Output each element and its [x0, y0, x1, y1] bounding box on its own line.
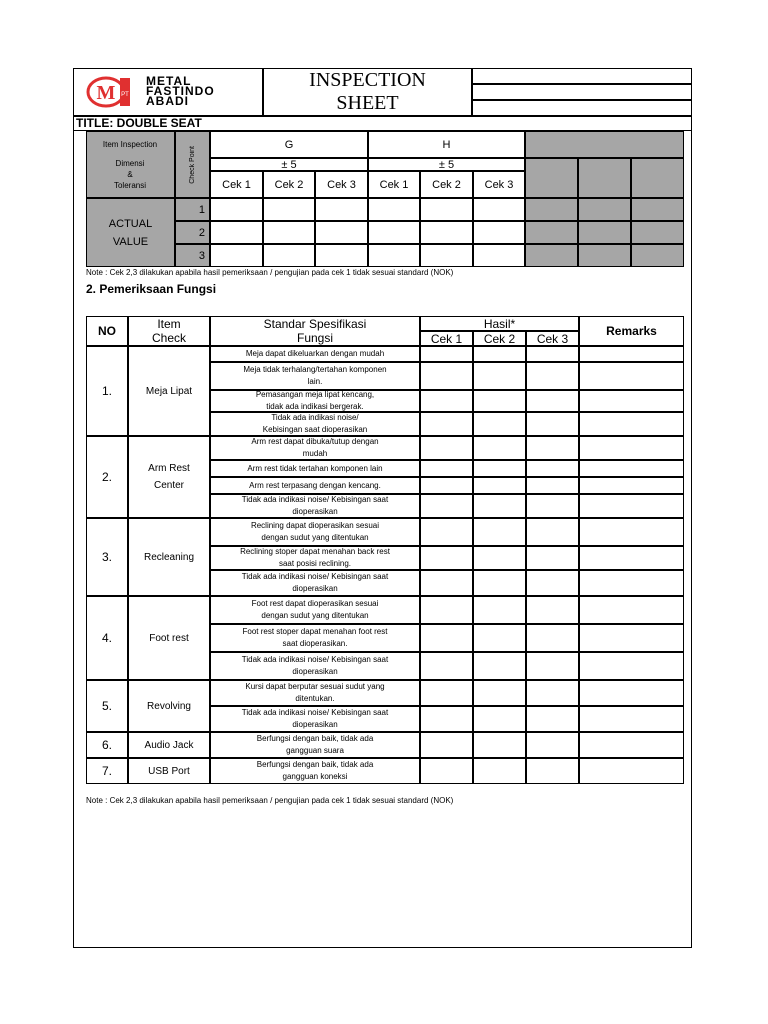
cek-1-cell[interactable]: [420, 494, 473, 518]
remarks-cell[interactable]: [579, 624, 684, 652]
cek-1-cell[interactable]: [420, 596, 473, 624]
cek-2-cell[interactable]: [473, 477, 526, 494]
cek-3-cell[interactable]: [526, 652, 579, 680]
remarks-cell[interactable]: [579, 596, 684, 624]
spec-text: Meja tidak terhalang/tertahan komponen: [243, 365, 387, 374]
spec-cell: [210, 460, 420, 477]
item-check-text: USB Port: [148, 765, 190, 777]
actual-value-cell[interactable]: [473, 244, 525, 267]
row-number: 2.: [86, 436, 128, 518]
cek-label: Cek 3: [315, 171, 368, 198]
cek-1-cell[interactable]: [420, 412, 473, 436]
spec-cell: [210, 362, 420, 390]
remarks-cell[interactable]: [579, 732, 684, 758]
amp-text: &: [127, 170, 133, 179]
cek-3-cell[interactable]: [526, 518, 579, 546]
title-box: [263, 68, 472, 116]
spec-text: Arm rest dapat dibuka/tutup dengan: [251, 437, 379, 446]
actual-row-number: 3: [175, 244, 210, 267]
cek-3-cell[interactable]: [526, 758, 579, 784]
row-number: 3.: [86, 518, 128, 596]
col-standard-line-1: Standar Spesifikasi: [263, 317, 367, 331]
row-number: 6.: [86, 732, 128, 758]
cek-2-cell[interactable]: [473, 518, 526, 546]
spec-text: Tidak ada indikasi noise/: [271, 413, 359, 422]
spec-text: Tidak ada indikasi noise/ Kebisingan saat: [241, 495, 389, 504]
actual-value-cell[interactable]: [210, 221, 263, 244]
col-item-line-2: Check: [151, 331, 186, 345]
title-line-2: SHEET: [336, 92, 399, 114]
actual-value-disabled-cell: [631, 244, 684, 267]
spec-text: Berfungsi dengan baik, tidak ada: [256, 760, 374, 769]
actual-value-cell[interactable]: [420, 198, 473, 221]
spec-cell: [210, 706, 420, 732]
col-cek-header: Cek 1: [420, 331, 473, 346]
actual-value-disabled-cell: [631, 198, 684, 221]
cek-3-cell[interactable]: [526, 494, 579, 518]
remarks-cell[interactable]: [579, 390, 684, 412]
cek-2-cell[interactable]: [473, 680, 526, 706]
cek-2-cell[interactable]: [473, 624, 526, 652]
cek-3-cell[interactable]: [526, 546, 579, 570]
spec-cell: [210, 758, 420, 784]
spec-text: Meja dapat dikeluarkan dengan mudah: [245, 349, 385, 358]
item-check-text: Revolving: [147, 700, 191, 712]
spec-text: Tidak ada indikasi noise/ Kebisingan saat: [241, 708, 389, 717]
actual-value-disabled-cell: [578, 198, 631, 221]
cek-2-cell[interactable]: [473, 706, 526, 732]
remarks-cell[interactable]: [579, 477, 684, 494]
check-point-header: [175, 131, 210, 198]
cek-2-cell[interactable]: [473, 652, 526, 680]
cek-3-cell[interactable]: [526, 412, 579, 436]
item-check-cell: [128, 518, 210, 596]
cek-2-cell[interactable]: [473, 412, 526, 436]
cek-1-cell[interactable]: [420, 518, 473, 546]
tolerance-h: ± 5: [368, 158, 525, 171]
cek-label: Cek 1: [368, 171, 420, 198]
spec-text: gangguan koneksi: [282, 772, 348, 781]
spec-text: Tidak ada indikasi noise/ Kebisingan saat: [241, 572, 389, 581]
actual-value-disabled-cell: [578, 244, 631, 267]
remarks-cell[interactable]: [579, 706, 684, 732]
cek-3-cell[interactable]: [526, 706, 579, 732]
item-check-cell: [128, 758, 210, 784]
spec-cell: [210, 652, 420, 680]
item-inspection-label: Item Inspection: [102, 139, 158, 149]
actual-text: ACTUAL: [108, 217, 153, 230]
actual-value-cell[interactable]: [420, 244, 473, 267]
cek-2-cell[interactable]: [473, 390, 526, 412]
dimensi-text: Dimensi: [115, 159, 145, 168]
title-line-1: INSPECTION: [309, 69, 426, 91]
actual-value-cell[interactable]: [210, 198, 263, 221]
extra-tol-3: [631, 158, 684, 198]
remarks-cell[interactable]: [579, 436, 684, 460]
cek-1-cell[interactable]: [420, 652, 473, 680]
spec-text: Pemasangan meja lipat kencang,: [255, 390, 375, 399]
spec-cell: [210, 412, 420, 436]
spec-cell: [210, 477, 420, 494]
cek-1-cell[interactable]: [420, 758, 473, 784]
remarks-cell[interactable]: [579, 362, 684, 390]
spec-text: saat dioperasikan.: [282, 639, 348, 648]
col-standard-header: [210, 316, 420, 346]
spec-text: dioperasikan: [292, 507, 338, 516]
point-h: H: [368, 131, 525, 158]
cek-3-cell[interactable]: [526, 732, 579, 758]
spec-text: Foot rest stoper dapat menahan foot rest: [242, 627, 388, 636]
actual-value-cell[interactable]: [368, 221, 420, 244]
cek-2-cell[interactable]: [473, 596, 526, 624]
item-check-cell: [128, 732, 210, 758]
col-item-line-1: Item: [157, 317, 181, 331]
actual-value-cell[interactable]: [368, 198, 420, 221]
cek-2-cell[interactable]: [473, 758, 526, 784]
company-line-2: FASTINDO: [146, 84, 215, 98]
spec-cell: [210, 518, 420, 546]
spec-cell: [210, 546, 420, 570]
spec-text: ditentukan.: [295, 694, 335, 703]
row-number: 1.: [86, 346, 128, 436]
remarks-cell[interactable]: [579, 680, 684, 706]
cek-1-cell[interactable]: [420, 436, 473, 460]
cek-3-cell[interactable]: [526, 346, 579, 362]
actual-value-cell[interactable]: [368, 244, 420, 267]
row-number: 4.: [86, 596, 128, 680]
cek-1-cell[interactable]: [420, 362, 473, 390]
spec-text: Reclining dapat dioperasikan sesuai: [250, 521, 380, 530]
cek-1-cell[interactable]: [420, 546, 473, 570]
spec-text: Arm rest terpasang dengan kencang.: [249, 480, 381, 490]
remarks-cell[interactable]: [579, 460, 684, 477]
actual-value-cell[interactable]: [315, 221, 368, 244]
spec-cell: [210, 346, 420, 362]
col-no-header: NO: [86, 316, 128, 346]
cek-1-cell[interactable]: [420, 346, 473, 362]
actual-value-cell[interactable]: [210, 244, 263, 267]
cek-1-cell[interactable]: [420, 680, 473, 706]
tolerance-g: ± 5: [210, 158, 368, 171]
spec-cell: [210, 390, 420, 412]
item-check-text: Audio Jack: [144, 739, 194, 751]
company-line-3: ABADI: [146, 94, 189, 108]
remarks-cell[interactable]: [579, 412, 684, 436]
col-cek-header: Cek 2: [473, 331, 526, 346]
spec-text: saat posisi reclining.: [278, 559, 352, 568]
cek-2-cell[interactable]: [473, 362, 526, 390]
spec-cell: [210, 732, 420, 758]
spec-cell: [210, 494, 420, 518]
cek-1-cell[interactable]: [420, 624, 473, 652]
col-standard-line-2: Fungsi: [296, 331, 334, 345]
cek-label: Cek 3: [473, 171, 525, 198]
cek-3-cell[interactable]: [526, 362, 579, 390]
company-line-1: METAL: [146, 74, 192, 88]
check-point-label: Check Point: [189, 145, 196, 184]
item-check-text: Arm Rest: [148, 463, 190, 474]
cek-2-cell[interactable]: [473, 460, 526, 477]
remarks-cell[interactable]: [579, 758, 684, 784]
cek-1-cell[interactable]: [420, 732, 473, 758]
row-number: 7.: [86, 758, 128, 784]
cek-3-cell[interactable]: [526, 680, 579, 706]
spec-text: Kursi dapat berputar sesuai sudut yang: [245, 682, 385, 691]
spec-text: Reclining stoper dapat menahan back rest: [240, 547, 390, 556]
cek-3-cell[interactable]: [526, 436, 579, 460]
item-check-cell: [128, 436, 210, 518]
spec-text: dioperasikan: [292, 584, 338, 593]
row-number: 5.: [86, 680, 128, 732]
actual-value-cell[interactable]: [315, 198, 368, 221]
remarks-cell[interactable]: [579, 518, 684, 546]
cek-1-cell[interactable]: [420, 570, 473, 596]
cek-3-cell[interactable]: [526, 460, 579, 477]
spec-text: Kebisingan saat dioperasikan: [262, 425, 368, 434]
actual-value-disabled-cell: [525, 198, 578, 221]
actual-value-cell[interactable]: [420, 221, 473, 244]
cek-3-cell[interactable]: [526, 390, 579, 412]
actual-row-number: 1: [175, 198, 210, 221]
spec-text: lain.: [307, 377, 323, 386]
cek-2-cell[interactable]: [473, 570, 526, 596]
spec-cell: [210, 570, 420, 596]
point-g: G: [210, 131, 368, 158]
extra-point-header: [525, 131, 684, 158]
doc-info-row-1[interactable]: [472, 68, 692, 84]
actual-value-disabled-cell: [525, 244, 578, 267]
spec-text: Foot rest dapat dioperasikan sesuai: [251, 599, 379, 608]
cek-3-cell[interactable]: [526, 596, 579, 624]
item-check-text: Recleaning: [143, 551, 195, 563]
spec-text: dengan sudut yang ditentukan: [261, 533, 369, 542]
cek-2-cell[interactable]: [473, 346, 526, 362]
remarks-cell[interactable]: [579, 570, 684, 596]
cek-label: Cek 2: [263, 171, 315, 198]
spec-text: tidak ada indikasi bergerak.: [266, 402, 364, 411]
actual-value-cell[interactable]: [315, 244, 368, 267]
logo-letter: M: [96, 82, 116, 104]
actual-value-cell[interactable]: [263, 221, 315, 244]
actual-value-disabled-cell: [631, 221, 684, 244]
section2-heading: 2. Pemeriksaan Fungsi: [86, 282, 217, 296]
doc-info-row-3[interactable]: [472, 100, 692, 116]
company-name: [146, 76, 215, 106]
item-check-cell: [128, 346, 210, 436]
cek-3-cell[interactable]: [526, 570, 579, 596]
value-text: VALUE: [112, 235, 149, 248]
cek-label: Cek 2: [420, 171, 473, 198]
cek-label: Cek 1: [210, 171, 263, 198]
toleransi-text: Toleransi: [113, 181, 146, 190]
item-check-text: Meja Lipat: [145, 385, 193, 397]
spec-text: dioperasikan: [292, 667, 338, 676]
actual-value-cell[interactable]: [263, 198, 315, 221]
spec-text: dioperasikan: [292, 720, 338, 729]
actual-value-cell[interactable]: [473, 198, 525, 221]
item-check-cell: [128, 596, 210, 680]
spec-text: Berfungsi dengan baik, tidak ada: [256, 734, 374, 743]
extra-tol-1: [525, 158, 578, 198]
actual-row-number: 2: [175, 221, 210, 244]
spec-text: mudah: [302, 449, 328, 458]
doc-title: TITLE: DOUBLE SEAT: [76, 116, 202, 130]
dimensi-label: [90, 158, 170, 191]
spec-text: Arm rest tidak tertahan komponen lain: [247, 463, 383, 473]
col-cek-header: Cek 3: [526, 331, 579, 346]
actual-value-label: [86, 198, 175, 267]
spec-cell: [210, 680, 420, 706]
item-check-cell: [128, 680, 210, 732]
spec-cell: [210, 436, 420, 460]
cek-1-cell[interactable]: [420, 706, 473, 732]
actual-value-disabled-cell: [578, 221, 631, 244]
cek-1-cell[interactable]: [420, 390, 473, 412]
cek-2-cell[interactable]: [473, 494, 526, 518]
company-logo: [86, 74, 134, 110]
remarks-cell[interactable]: [579, 494, 684, 518]
remarks-cell[interactable]: [579, 652, 684, 680]
spec-text: Tidak ada indikasi noise/ Kebisingan saat: [241, 655, 389, 664]
cek-1-cell[interactable]: [420, 477, 473, 494]
actual-value-cell[interactable]: [473, 221, 525, 244]
spec-cell: [210, 624, 420, 652]
section2-note: Note : Cek 2,3 dilakukan apabila hasil pemeriksaan / pengujian pada cek 1 tidak sesuai standard (NOK): [86, 796, 454, 805]
item-check-text: Foot rest: [149, 632, 189, 644]
cek-3-cell[interactable]: [526, 624, 579, 652]
extra-tol-2: [578, 158, 631, 198]
item-check-text: Center: [153, 480, 184, 491]
spec-cell: [210, 596, 420, 624]
remarks-cell[interactable]: [579, 346, 684, 362]
logo-sub: PT: [121, 92, 129, 98]
col-remarks-header: Remarks: [579, 316, 684, 346]
section1-note: Note : Cek 2,3 dilakukan apabila hasil pemeriksaan / pengujian pada cek 1 tidak sesuai standard (NOK): [86, 268, 454, 277]
actual-value-disabled-cell: [525, 221, 578, 244]
cek-3-cell[interactable]: [526, 477, 579, 494]
col-hasil-header: Hasil*: [420, 316, 579, 331]
cek-2-cell[interactable]: [473, 436, 526, 460]
remarks-cell[interactable]: [579, 546, 684, 570]
cek-2-cell[interactable]: [473, 732, 526, 758]
cek-1-cell[interactable]: [420, 460, 473, 477]
col-item-header: [128, 316, 210, 346]
doc-info-row-2[interactable]: [472, 84, 692, 100]
spec-text: dengan sudut yang ditentukan: [261, 611, 369, 620]
spec-text: gangguan suara: [286, 746, 344, 755]
actual-value-cell[interactable]: [263, 244, 315, 267]
cek-2-cell[interactable]: [473, 546, 526, 570]
